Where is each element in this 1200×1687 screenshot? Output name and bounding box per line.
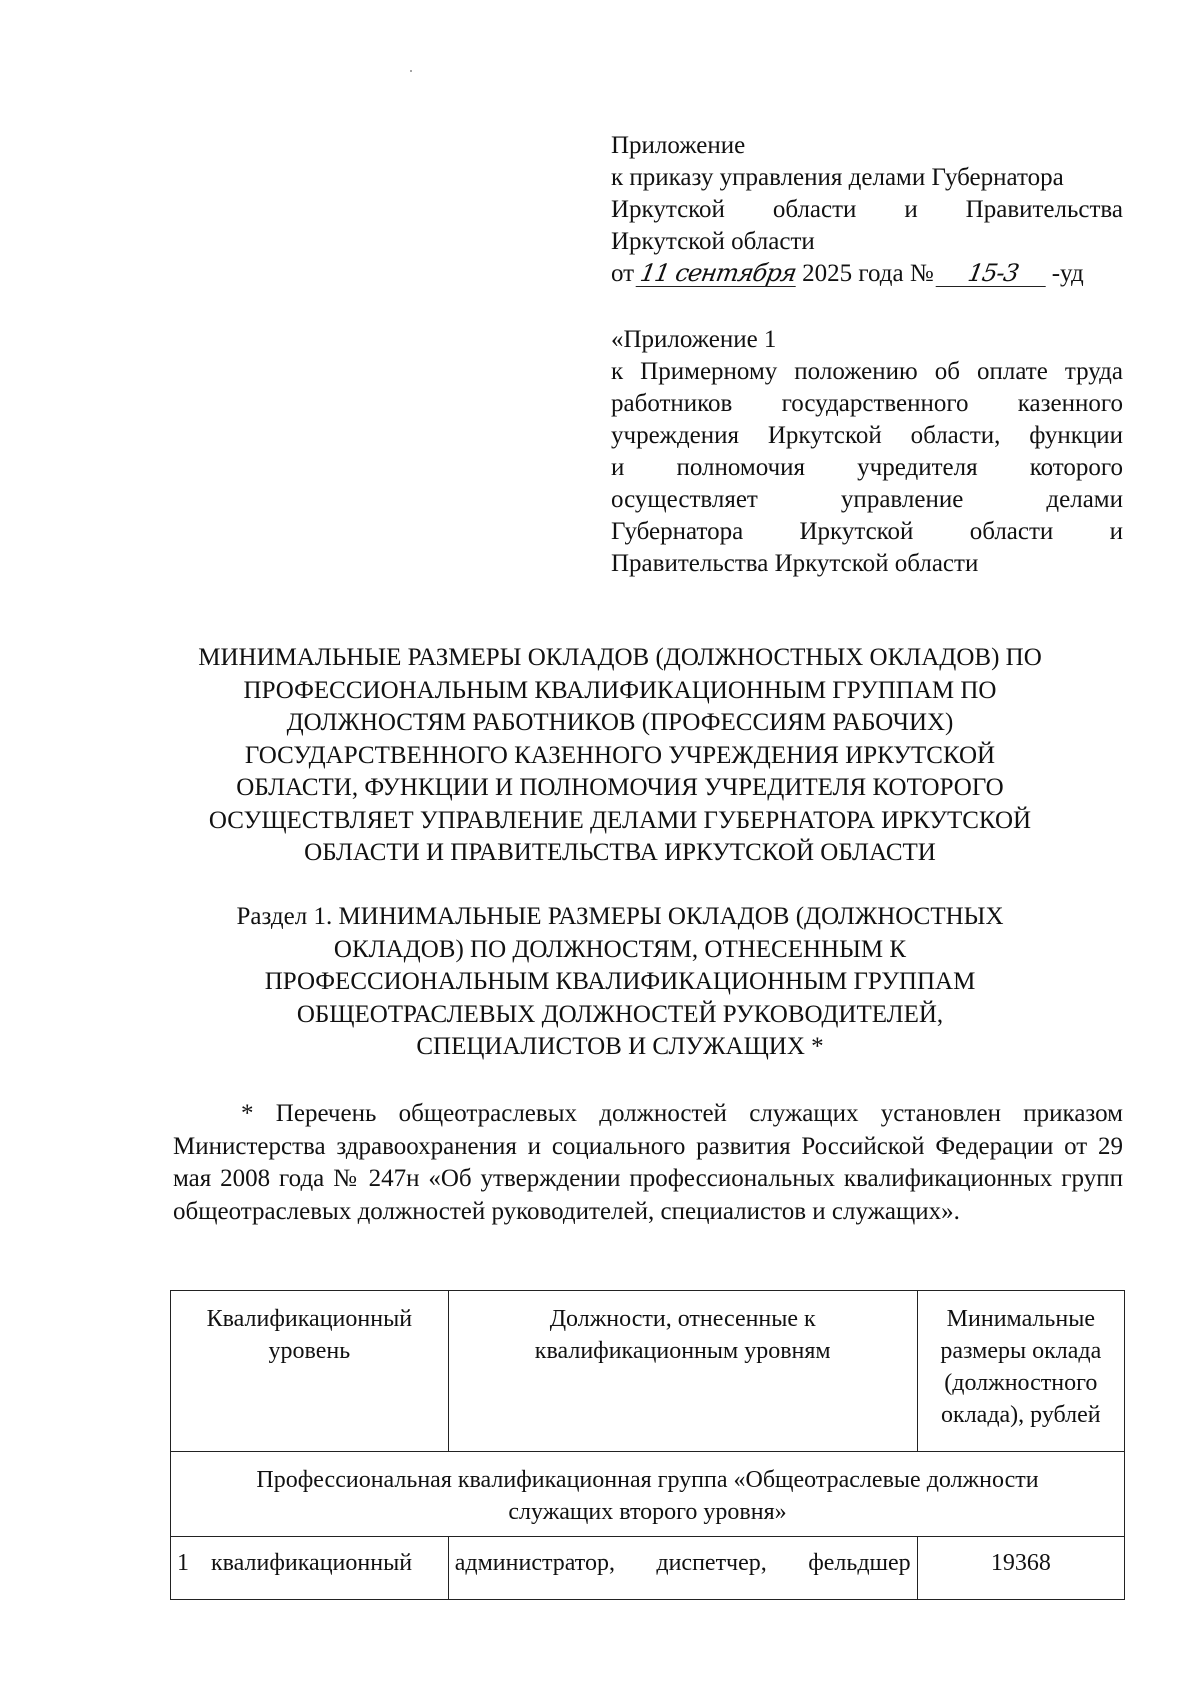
title-line: ДОЛЖНОСТЯМ РАБОТНИКОВ (ПРОФЕССИЯМ РАБОЧИХ) xyxy=(286,709,954,736)
footnote xyxy=(173,1098,1123,1228)
attachment-line: Иркутской области и Правительства xyxy=(611,196,1123,223)
level-text: квалификационный xyxy=(211,1550,413,1576)
section-title xyxy=(200,901,1040,1064)
attachment-label: Приложение xyxy=(611,132,746,159)
quoted-attachment-line: и полномочия учредителя которого xyxy=(611,454,1123,481)
section-title-line: Раздел 1. МИНИМАЛЬНЫЕ РАЗМЕРЫ ОКЛАДОВ (ДОЛЖНОСТНЫХ xyxy=(236,903,1004,930)
footnote-text: * Перечень общеотраслевых должностей служащих установлен приказом Министерства здравоохранения и социального развития Российской Федерации от 29 мая 2008 года № 247н «Об утверждении профессиональных квалификационных групп общеотраслевых должностей руководителей, специалистов и служащих». xyxy=(173,1100,1123,1225)
quoted-attachment-line: к Примерному положению об оплате труда xyxy=(611,358,1123,385)
attachment-line: Иркутской области xyxy=(611,228,815,255)
date-prefix: от xyxy=(611,260,635,287)
group-cell xyxy=(171,1452,1125,1537)
document-title xyxy=(140,642,1100,870)
header-salary xyxy=(917,1291,1124,1452)
quoted-attachment-line: Губернатора Иркутской области и xyxy=(611,518,1123,545)
title-line: ГОСУДАРСТВЕННОГО КАЗЕННОГО УЧРЕЖДЕНИЯ ИРКУТСКОЙ xyxy=(244,741,996,769)
header-text: Квалификационный xyxy=(206,1306,413,1332)
salary-table xyxy=(170,1290,1125,1600)
section-title-line: СПЕЦИАЛИСТОВ И СЛУЖАЩИХ * xyxy=(416,1033,824,1060)
handwritten-date: 11 сентября xyxy=(636,260,801,287)
number-suffix: -уд xyxy=(1051,260,1084,287)
title-line: ОБЛАСТИ И ПРАВИТЕЛЬСТВА ИРКУТСКОЙ ОБЛАСТИ xyxy=(304,839,936,866)
table-header-row xyxy=(171,1291,1125,1452)
header-text: квалификационным уровням xyxy=(534,1338,831,1364)
attachment-line: к приказу управления делами Губернатора xyxy=(611,164,1064,191)
quoted-attachment xyxy=(611,324,1123,580)
quoted-attachment-line: работников государственного казенного xyxy=(611,390,1123,417)
header-text: Минимальные xyxy=(946,1306,1095,1332)
table-row xyxy=(171,1537,1125,1600)
quoted-attachment-label: «Приложение 1 xyxy=(611,326,777,353)
header-text: уровень xyxy=(268,1338,351,1364)
header-text: Должности, отнесенные к xyxy=(549,1306,816,1332)
table-group-row xyxy=(171,1452,1125,1537)
group-text: Профессиональная квалификационная группа «Общеотраслевые должности xyxy=(256,1467,1039,1493)
group-text: служащих второго уровня» xyxy=(508,1499,787,1525)
header-level xyxy=(171,1291,449,1452)
title-line: МИНИМАЛЬНЫЕ РАЗМЕРЫ ОКЛАДОВ (ДОЛЖНОСТНЫХ ОКЛАДОВ) ПО xyxy=(198,644,1042,671)
row-number: 1 xyxy=(177,1550,189,1576)
title-line: ПРОФЕССИОНАЛЬНЫМ КВАЛИФИКАЦИОННЫМ ГРУППАМ ПО xyxy=(243,676,997,704)
quoted-attachment-line: учреждения Иркутской области, функции xyxy=(611,422,1123,449)
quoted-attachment-line: осуществляет управление делами xyxy=(611,486,1123,513)
header-positions xyxy=(448,1291,917,1452)
handwritten-number: 15-3 xyxy=(935,260,1050,287)
header-text: размеры оклада xyxy=(940,1338,1102,1364)
header-text: оклада), рублей xyxy=(941,1402,1101,1428)
order-date-line xyxy=(611,258,1123,290)
quoted-attachment-line: Правительства Иркутской области xyxy=(611,550,979,577)
positions-cell: администратор, диспетчер, фельдшер xyxy=(448,1537,917,1600)
salary-cell: 19368 xyxy=(917,1537,1124,1600)
scan-speck xyxy=(410,70,412,72)
section-title-line: ОКЛАДОВ) ПО ДОЛЖНОСТЯМ, ОТНЕСЕННЫМ К xyxy=(333,935,907,963)
section-title-line: ПРОФЕССИОНАЛЬНЫМ КВАЛИФИКАЦИОННЫМ ГРУППАМ xyxy=(264,968,976,995)
date-year: 2025 года № xyxy=(802,260,934,287)
attachment-header xyxy=(611,130,1123,290)
header-text: (должностного xyxy=(944,1370,1098,1396)
level-cell xyxy=(171,1537,449,1600)
section-title-line: ОБЩЕОТРАСЛЕВЫХ ДОЛЖНОСТЕЙ РУКОВОДИТЕЛЕЙ, xyxy=(296,1000,944,1028)
title-line: ОСУЩЕСТВЛЯЕТ УПРАВЛЕНИЕ ДЕЛАМИ ГУБЕРНАТОРА ИРКУТСКОЙ xyxy=(208,806,1032,834)
title-line: ОБЛАСТИ, ФУНКЦИИ И ПОЛНОМОЧИЯ УЧРЕДИТЕЛЯ КОТОРОГО xyxy=(236,774,1004,801)
